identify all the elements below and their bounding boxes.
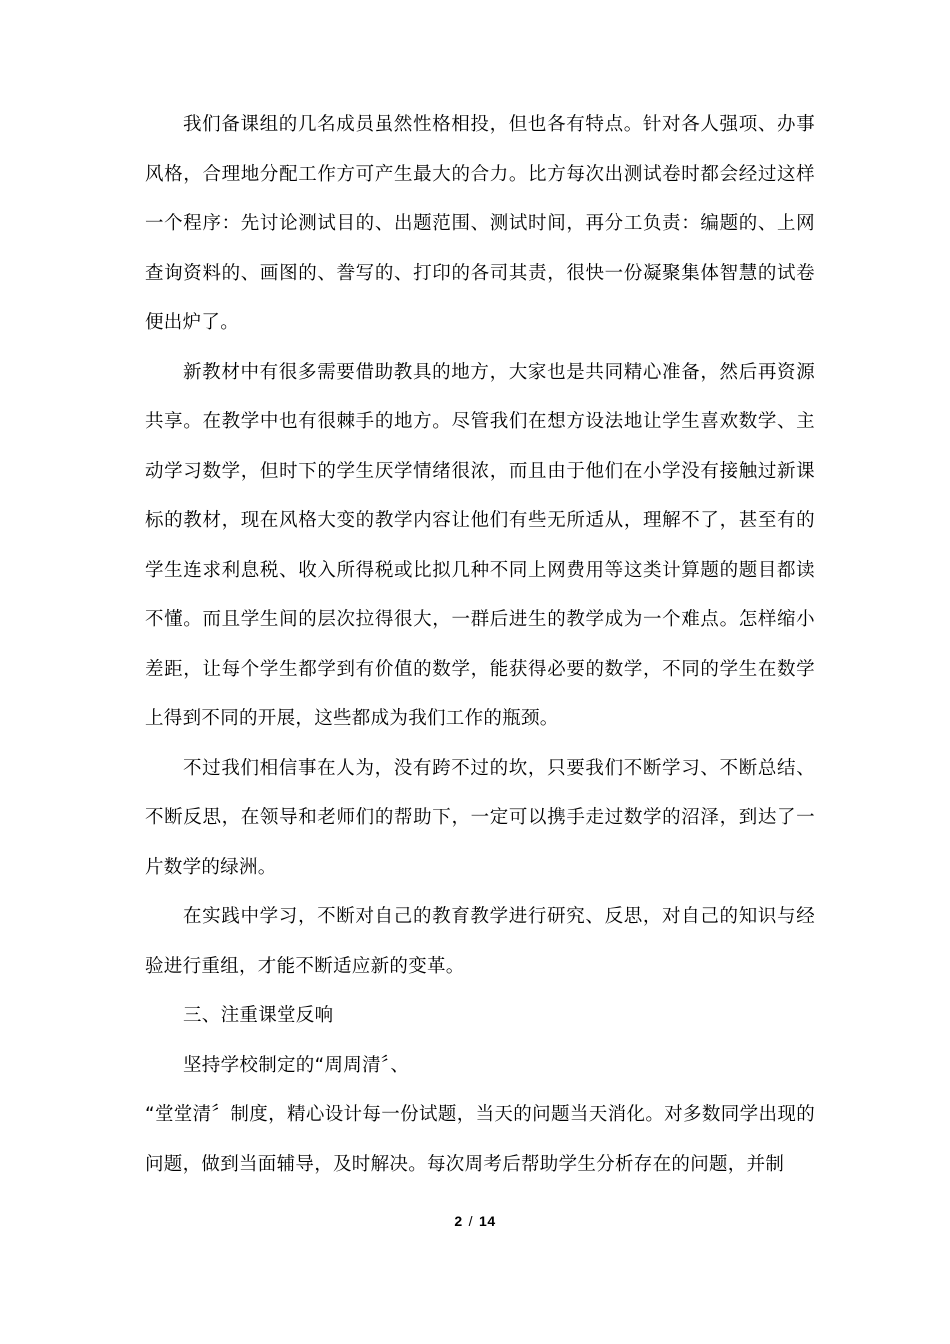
paragraph-team-roles: 我们备课组的几名成员虽然性格相投，但也各有特点。针对各人强项、办事风格，合理地分配工作方可产生最大的合力。比方每次出测试卷时都会经过这样一个程序：先讨论测试目的、出题范围、测试时间，再分工负责：编题的、上网查询资料的、画图的、誊写的、打印的各司其责，很快一份凝聚集体智慧的试卷便出炉了。 bbox=[145, 114, 815, 333]
body-text bbox=[145, 100, 815, 1189]
paragraph-practice-learning: 在实践中学习，不断对自己的教育教学进行研究、反思，对自己的知识与经验进行重组，才能不断适应新的变革。 bbox=[145, 906, 815, 977]
page-number bbox=[0, 1213, 950, 1229]
paragraph-new-materials: 新教材中有很多需要借助教具的地方，大家也是共同精心准备，然后再资源共享。在教学中也有很棘手的地方。尽管我们在想方设法地让学生喜欢数学、主动学习数学，但时下的学生厌学情绪很浓，而且由于他们在小学没有接触过新课标的教材，现在风格大变的教学内容让他们有些无所适从，理解不了，甚至有的学生连求利息税、收入所得税或比拟几种不同上网费用等这类计算题的题目都读不懂。而且学生间的层次拉得很大，一群后进生的教学成为一个难点。怎样缩小差距，让每个学生都学到有价值的数学，能获得必要的数学，不同的学生在数学上得到不同的开展，这些都成为我们工作的瓶颈。 bbox=[145, 361, 815, 729]
page-separator: / bbox=[468, 1213, 474, 1229]
paragraph-perseverance: 不过我们相信事在人为，没有跨不过的坎，只要我们不断学习、不断总结、不断反思，在领导和老师们的帮助下，一定可以携手走过数学的沼泽，到达了一片数学的绿洲。 bbox=[145, 757, 815, 878]
page-current: 2 bbox=[454, 1213, 463, 1229]
section-heading: 三、注重课堂反响 bbox=[183, 1005, 334, 1026]
page-total: 14 bbox=[479, 1213, 496, 1229]
paragraph-weekly-check: 坚持学校制定的“周周清〞、 bbox=[183, 1054, 410, 1076]
paragraph-daily-check: “堂堂清〞制度，精心设计每一份试题，当天的问题当天消化。对多数同学出现的问题，做到当面辅导，及时解决。每次周考后帮助学生分析存在的问题，并制 bbox=[145, 1104, 815, 1175]
